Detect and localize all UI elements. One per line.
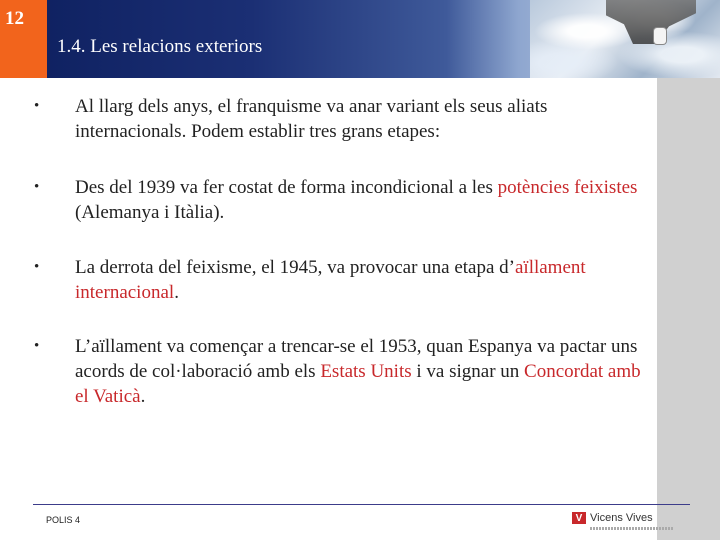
footer-label: POLIS 4 xyxy=(46,515,81,525)
bullet-item xyxy=(34,255,654,305)
header-photo xyxy=(530,0,720,78)
bullet-item xyxy=(34,175,654,225)
bullet-text: i va signar un xyxy=(411,361,525,382)
bullet-icon: • xyxy=(34,179,40,195)
footer-divider xyxy=(33,504,690,505)
logo-icon: V xyxy=(572,512,586,524)
space-station-image xyxy=(606,0,696,44)
highlight-text: Concordat amb el Vaticà xyxy=(75,361,641,407)
highlight-text: aïllament internacional xyxy=(75,257,586,303)
bullet-text: . xyxy=(174,282,179,303)
publisher-logo xyxy=(572,512,653,532)
bullet-text: La derrota del feixisme, el 1945, va provocar una etapa d’ xyxy=(75,257,515,278)
bullet-icon: • xyxy=(34,259,40,275)
bullet-icon: • xyxy=(34,338,40,354)
logo-tagline xyxy=(590,527,674,530)
bullet-text: Al llarg dels anys, el franquisme va anar variant els seus aliats internacionals. Podem establir tres grans etapes: xyxy=(75,96,548,142)
bullet-item xyxy=(34,334,654,409)
bullet-text: Des del 1939 va fer costat de forma incondicional a les xyxy=(75,177,498,198)
logo-text: Vicens Vives xyxy=(590,512,653,524)
bullet-text: L’aïllament va començar a trencar-se el 1953, quan Espanya va pactar uns acords de col·laboració amb els xyxy=(75,336,638,382)
highlight-text: Estats Units xyxy=(320,361,412,382)
bullet-text: . xyxy=(140,386,146,407)
section-title: 1.4. Les relacions exteriors xyxy=(57,36,263,57)
bullet-text: (Alemanya i Itàlia). xyxy=(75,202,225,223)
astronaut-image xyxy=(654,28,666,44)
page-number: 12 xyxy=(0,0,47,78)
highlight-text: potències feixistes xyxy=(497,177,638,198)
bullet-icon: • xyxy=(34,98,40,114)
bullet-item xyxy=(34,94,654,144)
side-strip xyxy=(657,78,720,540)
